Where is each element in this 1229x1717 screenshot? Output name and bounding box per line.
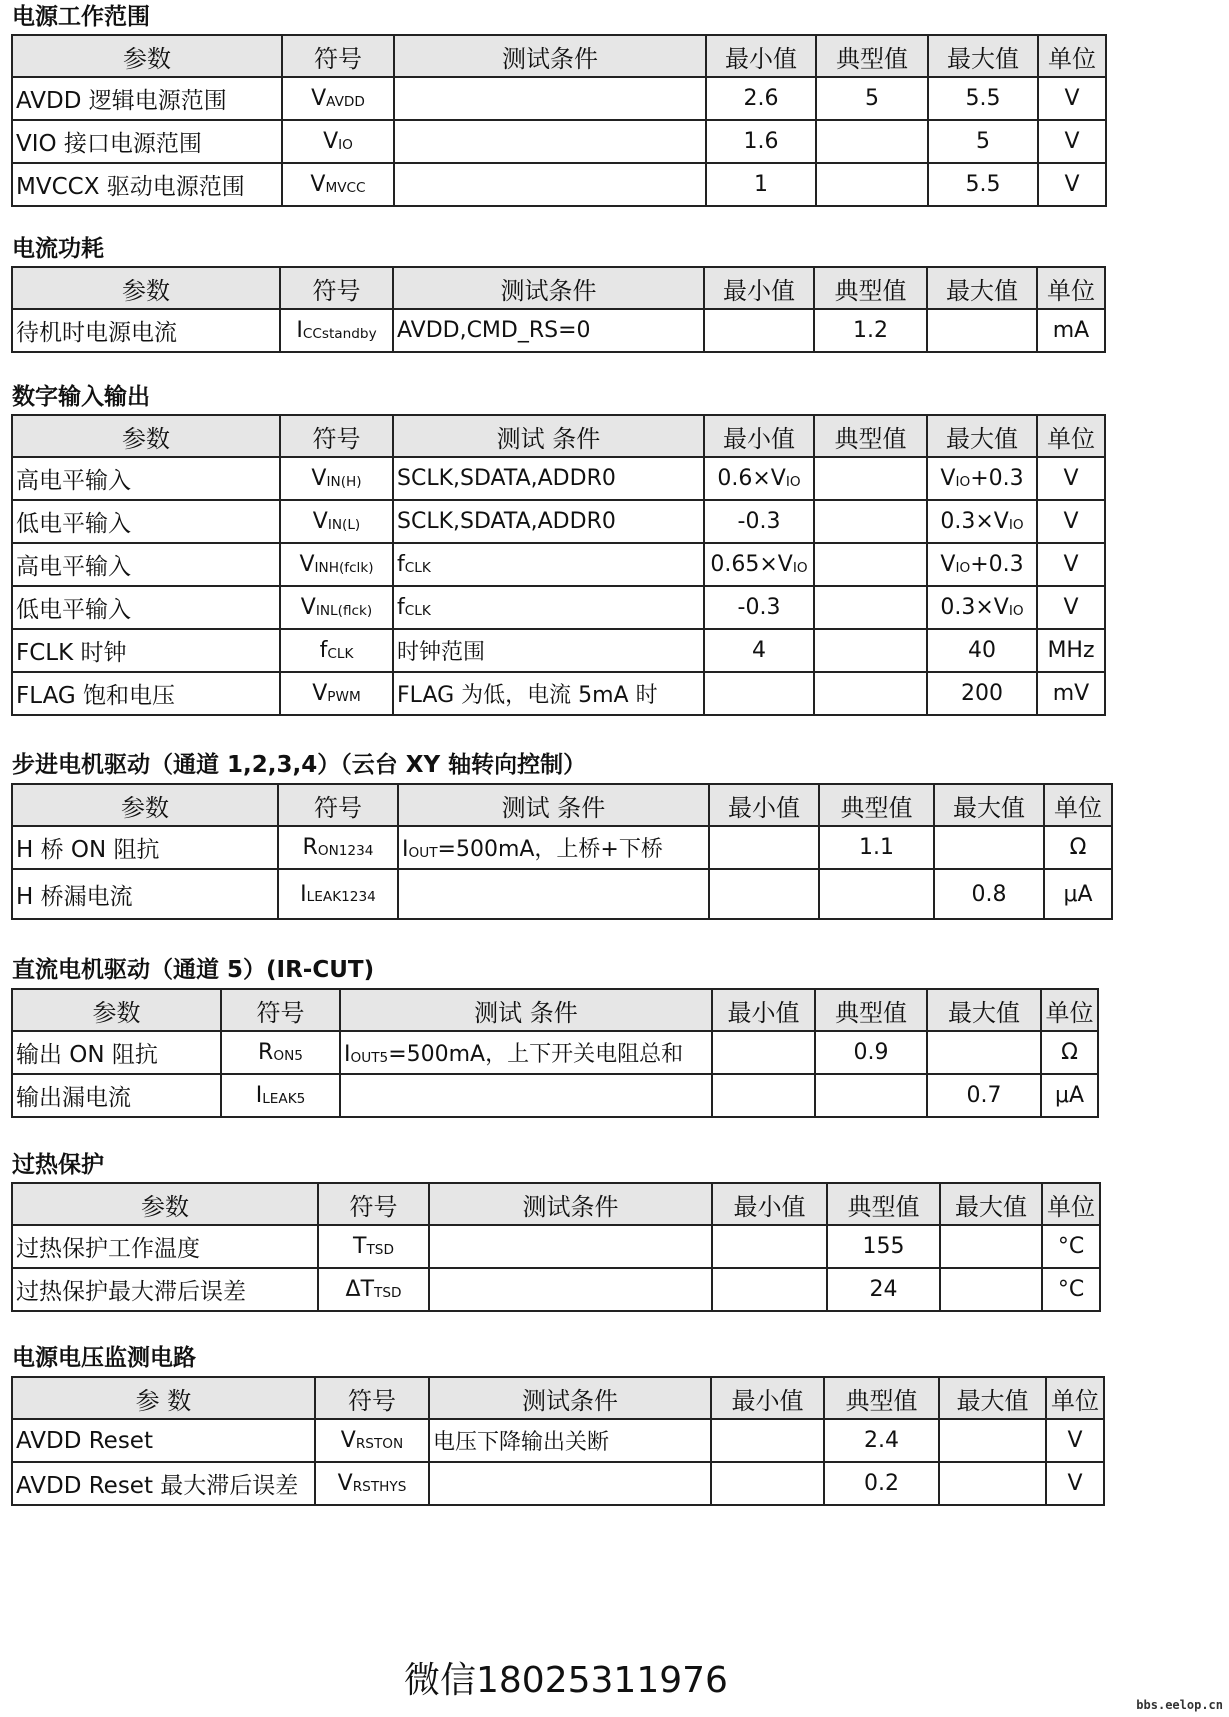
column-header: 最大值 bbox=[927, 267, 1037, 309]
param-cell: 待机时电源电流 bbox=[12, 309, 280, 352]
column-header: 典型值 bbox=[816, 35, 928, 77]
max-cell bbox=[927, 672, 1037, 715]
cell-main-text: T bbox=[353, 1234, 367, 1259]
cell-main-text: 1 bbox=[754, 172, 768, 197]
section-heading: 过热保护 bbox=[12, 1152, 104, 1178]
column-header: 最大值 bbox=[939, 1377, 1046, 1419]
unit-cell: μA bbox=[1041, 1074, 1098, 1117]
header-row bbox=[12, 989, 1098, 1031]
cell-subscript: TSD bbox=[366, 1241, 394, 1258]
cell-main-text: f bbox=[397, 595, 405, 620]
condition-cell bbox=[429, 1419, 711, 1462]
cell-main-text: V bbox=[323, 129, 339, 154]
min-cell bbox=[712, 1074, 815, 1117]
typ-cell: 155 bbox=[827, 1225, 940, 1268]
column-header: 符号 bbox=[221, 989, 340, 1031]
cell-subscript: CCstandby bbox=[302, 325, 377, 342]
unit-cell: Ω bbox=[1041, 1031, 1098, 1074]
cell-main-text: V bbox=[312, 509, 328, 534]
symbol-cell bbox=[282, 163, 394, 206]
cell-subscript: RSTON bbox=[355, 1435, 404, 1452]
max-cell bbox=[928, 163, 1038, 206]
column-header: 测试条件 bbox=[393, 267, 704, 309]
column-header: 单位 bbox=[1037, 415, 1105, 457]
condition-cell bbox=[340, 1074, 712, 1117]
column-header: 典型值 bbox=[819, 784, 934, 826]
cell-subscript: IN(H) bbox=[326, 473, 362, 490]
column-header: 测试 条件 bbox=[398, 784, 709, 826]
table-row bbox=[12, 309, 1105, 352]
max-cell bbox=[927, 500, 1037, 543]
cell-main-text: AVDD,CMD_RS=0 bbox=[397, 318, 591, 343]
cell-subscript: LEAK1234 bbox=[306, 889, 376, 906]
column-header: 参数 bbox=[12, 35, 282, 77]
min-cell bbox=[706, 120, 816, 163]
column-header: 最小值 bbox=[712, 1183, 827, 1225]
cell-main-text: I bbox=[344, 1042, 351, 1067]
table-row bbox=[12, 1462, 1104, 1505]
condition-cell bbox=[394, 120, 706, 163]
symbol-cell bbox=[315, 1419, 429, 1462]
cell-main-text: ΔT bbox=[345, 1277, 375, 1302]
max-cell bbox=[939, 1419, 1046, 1462]
typ-cell bbox=[819, 869, 934, 919]
header-row bbox=[12, 784, 1112, 826]
cell-main-text: R bbox=[302, 835, 318, 860]
spec-table bbox=[11, 988, 1099, 1118]
column-header: 单位 bbox=[1038, 35, 1106, 77]
cell-subscript: CLK bbox=[404, 602, 431, 619]
param-cell: 过热保护工作温度 bbox=[12, 1225, 318, 1268]
column-header: 最大值 bbox=[934, 784, 1044, 826]
table-row bbox=[12, 869, 1112, 919]
unit-cell: V bbox=[1038, 163, 1106, 206]
min-cell bbox=[706, 163, 816, 206]
condition-cell bbox=[429, 1225, 712, 1268]
cell-subscript: OUT bbox=[408, 844, 438, 861]
param-cell: 输出 ON 阻抗 bbox=[12, 1031, 221, 1074]
param-cell: FLAG 饱和电压 bbox=[12, 672, 280, 715]
cell-subscript: RSTHYS bbox=[352, 1478, 407, 1495]
min-cell bbox=[704, 672, 814, 715]
max-cell bbox=[940, 1225, 1042, 1268]
cell-subscript: CLK bbox=[327, 645, 354, 662]
cell-subscript: IO bbox=[1008, 602, 1024, 619]
param-cell: VIO 接口电源范围 bbox=[12, 120, 282, 163]
column-header: 典型值 bbox=[814, 267, 927, 309]
spec-table bbox=[11, 1182, 1101, 1312]
param-cell: MVCCX 驱动电源范围 bbox=[12, 163, 282, 206]
table-row bbox=[12, 586, 1105, 629]
column-header: 最小值 bbox=[706, 35, 816, 77]
table-row bbox=[12, 163, 1106, 206]
symbol-cell bbox=[280, 586, 393, 629]
column-header: 单位 bbox=[1037, 267, 1105, 309]
typ-cell bbox=[814, 672, 927, 715]
cell-main-text: V bbox=[337, 1471, 353, 1496]
symbol-cell bbox=[221, 1031, 340, 1074]
column-header: 典型值 bbox=[827, 1183, 940, 1225]
column-header: 参数 bbox=[12, 1183, 318, 1225]
condition-cell bbox=[394, 77, 706, 120]
cell-subscript: IN(L) bbox=[327, 516, 361, 533]
typ-cell: 24 bbox=[827, 1268, 940, 1311]
table-row bbox=[12, 543, 1105, 586]
min-cell bbox=[704, 309, 814, 352]
cell-main-text: SCLK,SDATA,ADDR0 bbox=[397, 466, 616, 491]
cell-subscript: ON5 bbox=[273, 1047, 303, 1064]
cell-main-text: V bbox=[312, 681, 328, 706]
cell-main-text: 0.8 bbox=[971, 881, 1007, 907]
param-cell: AVDD 逻辑电源范围 bbox=[12, 77, 282, 120]
column-header: 最大值 bbox=[927, 415, 1037, 457]
param-cell: 输出漏电流 bbox=[12, 1074, 221, 1117]
typ-cell bbox=[815, 1074, 927, 1117]
max-cell bbox=[927, 586, 1037, 629]
param-cell: 高电平输入 bbox=[12, 543, 280, 586]
unit-cell: V bbox=[1037, 543, 1105, 586]
max-cell bbox=[939, 1462, 1046, 1505]
spec-table bbox=[11, 1376, 1105, 1506]
cell-subscript: INL(flck) bbox=[315, 602, 373, 619]
column-header: 测试 条件 bbox=[340, 989, 712, 1031]
cell-main-text: 40 bbox=[968, 638, 996, 663]
cell-subscript: IO bbox=[1008, 516, 1024, 533]
condition-cell bbox=[394, 163, 706, 206]
condition-cell bbox=[393, 672, 704, 715]
cell-subscript: CLK bbox=[404, 559, 431, 576]
section-heading: 电源工作范围 bbox=[12, 4, 150, 30]
unit-cell: mA bbox=[1037, 309, 1105, 352]
cell-main-text: 5.5 bbox=[965, 172, 1001, 197]
condition-cell bbox=[393, 309, 704, 352]
watermark: bbs.eelop.cn bbox=[1136, 1698, 1223, 1712]
typ-cell: 5 bbox=[816, 77, 928, 120]
max-cell bbox=[928, 77, 1038, 120]
column-header: 最大值 bbox=[928, 35, 1038, 77]
table-row bbox=[12, 500, 1105, 543]
column-header: 最大值 bbox=[940, 1183, 1042, 1225]
cell-main-text: 0.6×V bbox=[717, 466, 786, 491]
param-cell: H 桥漏电流 bbox=[12, 869, 278, 919]
cell-subscript: IO bbox=[792, 559, 808, 576]
spec-table bbox=[11, 34, 1107, 207]
condition-cell bbox=[393, 586, 704, 629]
cell-main-text: V bbox=[940, 552, 956, 577]
typ-cell: 0.9 bbox=[815, 1031, 927, 1074]
cell-suffix: =500mA，上桥+下桥 bbox=[437, 837, 663, 862]
symbol-cell bbox=[282, 77, 394, 120]
cell-main-text: I bbox=[255, 1083, 263, 1108]
header-row bbox=[12, 35, 1106, 77]
table-row bbox=[12, 120, 1106, 163]
cell-main-text: V bbox=[311, 86, 327, 111]
cell-main-text: I bbox=[402, 837, 409, 862]
column-header: 符号 bbox=[280, 267, 393, 309]
condition-cell bbox=[429, 1462, 711, 1505]
min-cell bbox=[712, 1225, 827, 1268]
condition-cell bbox=[393, 500, 704, 543]
column-header: 参数 bbox=[12, 415, 280, 457]
condition-cell bbox=[340, 1031, 712, 1074]
table-row bbox=[12, 1419, 1104, 1462]
cell-main-text: 5 bbox=[976, 129, 990, 154]
cell-main-text: 0.3×V bbox=[940, 595, 1009, 620]
spec-table bbox=[11, 266, 1106, 353]
symbol-cell bbox=[280, 543, 393, 586]
cell-main-text: 0.7 bbox=[966, 1083, 1002, 1108]
cell-suffix: +0.3 bbox=[970, 552, 1024, 577]
table-row bbox=[12, 826, 1112, 869]
unit-cell: mV bbox=[1037, 672, 1105, 715]
typ-cell: 1.2 bbox=[814, 309, 927, 352]
header-row bbox=[12, 267, 1105, 309]
column-header: 最小值 bbox=[712, 989, 815, 1031]
param-cell: 过热保护最大滞后误差 bbox=[12, 1268, 318, 1311]
max-cell bbox=[927, 1074, 1041, 1117]
column-header: 测试条件 bbox=[429, 1377, 711, 1419]
column-header: 最小值 bbox=[709, 784, 819, 826]
table-row bbox=[12, 1074, 1098, 1117]
unit-cell: V bbox=[1046, 1419, 1104, 1462]
cell-subscript: IO bbox=[955, 473, 971, 490]
cell-main-text: V bbox=[300, 595, 316, 620]
cell-main-text: f bbox=[319, 638, 328, 663]
header-row bbox=[12, 1377, 1104, 1419]
unit-cell: V bbox=[1037, 500, 1105, 543]
typ-cell bbox=[814, 629, 927, 672]
symbol-cell bbox=[280, 309, 393, 352]
unit-cell: V bbox=[1038, 77, 1106, 120]
condition-cell bbox=[393, 543, 704, 586]
header-row bbox=[12, 1183, 1100, 1225]
unit-cell: Ω bbox=[1044, 826, 1112, 869]
cell-main-text: V bbox=[311, 466, 327, 491]
column-header: 参数 bbox=[12, 989, 221, 1031]
param-cell: AVDD Reset 最大滞后误差 bbox=[12, 1462, 315, 1505]
cell-main-text: 0.3×V bbox=[940, 509, 1009, 534]
cell-subscript: MVCC bbox=[325, 179, 366, 196]
cell-subscript: TSD bbox=[374, 1284, 402, 1301]
cell-main-text: I bbox=[300, 881, 307, 907]
cell-subscript: AVDD bbox=[326, 93, 365, 110]
cell-main-text: 0.65×V bbox=[710, 552, 793, 577]
typ-cell: 0.2 bbox=[824, 1462, 939, 1505]
unit-cell: V bbox=[1037, 457, 1105, 500]
symbol-cell bbox=[221, 1074, 340, 1117]
param-cell: FCLK 时钟 bbox=[12, 629, 280, 672]
condition-cell bbox=[398, 869, 709, 919]
symbol-cell bbox=[318, 1268, 429, 1311]
cell-main-text: I bbox=[296, 318, 303, 343]
max-cell bbox=[934, 869, 1044, 919]
symbol-cell bbox=[278, 869, 398, 919]
max-cell bbox=[927, 543, 1037, 586]
column-header: 符号 bbox=[282, 35, 394, 77]
param-cell: AVDD Reset bbox=[12, 1419, 315, 1462]
column-header: 符号 bbox=[315, 1377, 429, 1419]
max-cell bbox=[927, 457, 1037, 500]
typ-cell bbox=[816, 163, 928, 206]
column-header: 典型值 bbox=[814, 415, 927, 457]
cell-main-text: f bbox=[397, 552, 405, 577]
symbol-cell bbox=[280, 500, 393, 543]
table-row bbox=[12, 672, 1105, 715]
condition-cell bbox=[429, 1268, 712, 1311]
cell-subscript: IO bbox=[338, 136, 353, 153]
cell-main-text: -0.3 bbox=[737, 595, 781, 620]
symbol-cell bbox=[278, 826, 398, 869]
min-cell bbox=[712, 1268, 827, 1311]
param-cell: H 桥 ON 阻抗 bbox=[12, 826, 278, 869]
typ-cell bbox=[814, 586, 927, 629]
column-header: 最小值 bbox=[704, 267, 814, 309]
min-cell bbox=[712, 1031, 815, 1074]
max-cell bbox=[927, 309, 1037, 352]
condition-cell bbox=[393, 457, 704, 500]
table-row bbox=[12, 77, 1106, 120]
header-row bbox=[12, 415, 1105, 457]
cell-main-text: 电压下降输出关断 bbox=[433, 1430, 610, 1455]
cell-main-text: 2.6 bbox=[743, 86, 779, 111]
typ-cell bbox=[814, 543, 927, 586]
table-row bbox=[12, 1225, 1100, 1268]
cell-subscript: PWM bbox=[327, 688, 361, 705]
min-cell bbox=[704, 500, 814, 543]
cell-main-text: -0.3 bbox=[737, 509, 781, 534]
cell-suffix: +0.3 bbox=[970, 466, 1024, 491]
symbol-cell bbox=[318, 1225, 429, 1268]
min-cell bbox=[709, 869, 819, 919]
unit-cell: MHz bbox=[1037, 629, 1105, 672]
cell-main-text: 时钟范围 bbox=[397, 640, 486, 665]
column-header: 最小值 bbox=[704, 415, 814, 457]
min-cell bbox=[704, 543, 814, 586]
table-row bbox=[12, 1031, 1098, 1074]
unit-cell: °C bbox=[1042, 1268, 1100, 1311]
min-cell bbox=[704, 586, 814, 629]
cell-subscript: ON1234 bbox=[317, 842, 374, 859]
cell-main-text: FLAG 为低，电流 5mA 时 bbox=[397, 683, 658, 708]
column-header: 单位 bbox=[1046, 1377, 1104, 1419]
section-heading: 电流功耗 bbox=[12, 236, 104, 262]
spec-table bbox=[11, 783, 1113, 920]
unit-cell: °C bbox=[1042, 1225, 1100, 1268]
column-header: 最大值 bbox=[927, 989, 1041, 1031]
section-heading: 步进电机驱动（通道 1,2,3,4）（云台 XY 轴转向控制） bbox=[12, 752, 587, 778]
cell-main-text: SCLK,SDATA,ADDR0 bbox=[397, 509, 616, 534]
section-heading: 数字输入输出 bbox=[12, 384, 150, 410]
unit-cell: V bbox=[1038, 120, 1106, 163]
symbol-cell bbox=[280, 672, 393, 715]
max-cell bbox=[934, 826, 1044, 869]
column-header: 符号 bbox=[318, 1183, 429, 1225]
column-header: 测试条件 bbox=[429, 1183, 712, 1225]
column-header: 单位 bbox=[1041, 989, 1098, 1031]
cell-suffix: =500mA，上下开关电阻总和 bbox=[388, 1042, 684, 1067]
table-row bbox=[12, 457, 1105, 500]
condition-cell bbox=[393, 629, 704, 672]
cell-subscript: OUT5 bbox=[350, 1049, 389, 1066]
min-cell bbox=[706, 77, 816, 120]
unit-cell: μA bbox=[1044, 869, 1112, 919]
cell-subscript: INH(fclk) bbox=[314, 559, 374, 576]
column-header: 参 数 bbox=[12, 1377, 315, 1419]
param-cell: 低电平输入 bbox=[12, 500, 280, 543]
contact-text: 微信18025311976 bbox=[404, 1660, 728, 1701]
column-header: 测试 条件 bbox=[393, 415, 704, 457]
param-cell: 高电平输入 bbox=[12, 457, 280, 500]
typ-cell bbox=[814, 500, 927, 543]
symbol-cell bbox=[315, 1462, 429, 1505]
column-header: 单位 bbox=[1042, 1183, 1100, 1225]
spec-table bbox=[11, 414, 1106, 716]
column-header: 测试条件 bbox=[394, 35, 706, 77]
column-header: 典型值 bbox=[815, 989, 927, 1031]
column-header: 最小值 bbox=[711, 1377, 824, 1419]
typ-cell: 1.1 bbox=[819, 826, 934, 869]
cell-main-text: V bbox=[310, 172, 326, 197]
table-row bbox=[12, 1268, 1100, 1311]
cell-main-text: V bbox=[340, 1428, 356, 1453]
min-cell bbox=[711, 1462, 824, 1505]
cell-main-text: V bbox=[940, 466, 956, 491]
section-heading: 直流电机驱动（通道 5）(IR-CUT) bbox=[12, 957, 375, 983]
column-header: 符号 bbox=[278, 784, 398, 826]
cell-subscript: IO bbox=[785, 473, 801, 490]
cell-subscript: LEAK5 bbox=[262, 1090, 306, 1107]
min-cell bbox=[711, 1419, 824, 1462]
min-cell bbox=[704, 457, 814, 500]
section-heading: 电源电压监测电路 bbox=[12, 1345, 196, 1371]
cell-main-text: R bbox=[258, 1040, 274, 1065]
cell-main-text: 4 bbox=[752, 638, 766, 663]
column-header: 参数 bbox=[12, 784, 278, 826]
symbol-cell bbox=[280, 457, 393, 500]
unit-cell: V bbox=[1046, 1462, 1104, 1505]
condition-cell bbox=[398, 826, 709, 869]
max-cell bbox=[940, 1268, 1042, 1311]
cell-main-text: 1.6 bbox=[743, 129, 779, 154]
max-cell bbox=[927, 629, 1037, 672]
cell-main-text: V bbox=[299, 552, 315, 577]
column-header: 符号 bbox=[280, 415, 393, 457]
max-cell bbox=[927, 1031, 1041, 1074]
typ-cell bbox=[814, 457, 927, 500]
symbol-cell bbox=[280, 629, 393, 672]
min-cell bbox=[709, 826, 819, 869]
column-header: 典型值 bbox=[824, 1377, 939, 1419]
param-cell: 低电平输入 bbox=[12, 586, 280, 629]
cell-main-text: 5.5 bbox=[965, 86, 1001, 111]
column-header: 单位 bbox=[1044, 784, 1112, 826]
cell-subscript: IO bbox=[955, 559, 971, 576]
typ-cell: 2.4 bbox=[824, 1419, 939, 1462]
cell-main-text: 200 bbox=[961, 681, 1003, 706]
typ-cell bbox=[816, 120, 928, 163]
max-cell bbox=[928, 120, 1038, 163]
column-header: 参数 bbox=[12, 267, 280, 309]
min-cell bbox=[704, 629, 814, 672]
symbol-cell bbox=[282, 120, 394, 163]
table-row bbox=[12, 629, 1105, 672]
unit-cell: V bbox=[1037, 586, 1105, 629]
